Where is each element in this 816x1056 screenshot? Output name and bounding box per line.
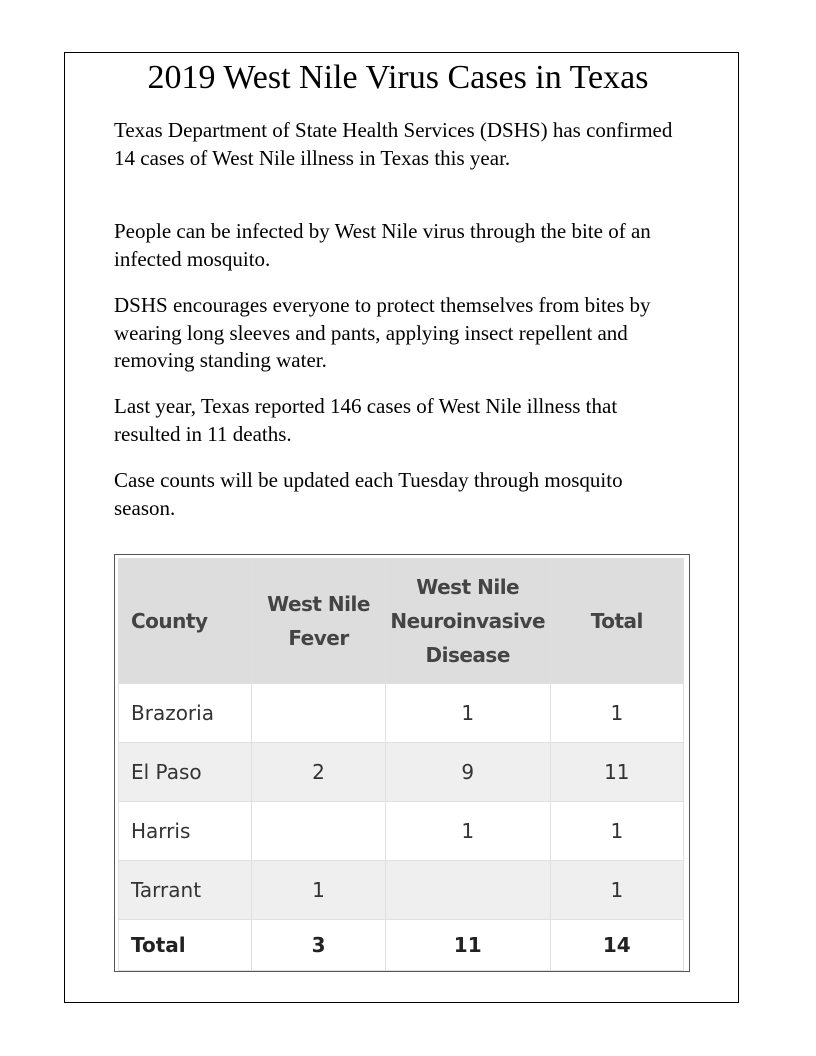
- cell-fever: [252, 684, 386, 743]
- page-title: 2019 West Nile Virus Cases in Texas: [147, 59, 649, 96]
- cell-total-label: Total: [119, 920, 252, 971]
- paragraph-update-schedule: Case counts will be updated each Tuesday through mosquito season.: [114, 468, 623, 520]
- header-west-nile-fever: West Nile Fever: [252, 559, 386, 684]
- header-west-nile-neuroinvasive: West Nile Neuroinvasive Disease: [385, 559, 550, 684]
- cell-total: 1: [550, 861, 683, 920]
- cell-county: Tarrant: [119, 861, 252, 920]
- cases-table: [118, 558, 684, 971]
- cell-county: Brazoria: [119, 684, 252, 743]
- cell-total: 1: [550, 684, 683, 743]
- cell-total-neuroinvasive: 11: [385, 920, 550, 971]
- cell-county: Harris: [119, 802, 252, 861]
- table-total-row: [119, 920, 684, 971]
- paragraph-infection-source: People can be infected by West Nile virus through the bite of an infected mosquito.: [114, 219, 651, 271]
- table-row: [119, 743, 684, 802]
- cell-neuroinvasive: 1: [385, 684, 550, 743]
- cell-total: 11: [550, 743, 683, 802]
- cases-table-container: [114, 554, 690, 972]
- table-row: [119, 861, 684, 920]
- cell-grand-total: 14: [550, 920, 683, 971]
- cell-neuroinvasive: [385, 861, 550, 920]
- cell-neuroinvasive: 1: [385, 802, 550, 861]
- table-header-row: [119, 559, 684, 684]
- cell-total-fever: 3: [252, 920, 386, 971]
- table-row: [119, 802, 684, 861]
- cell-fever: 1: [252, 861, 386, 920]
- cell-fever: [252, 802, 386, 861]
- header-county: County: [119, 559, 252, 684]
- cell-neuroinvasive: 9: [385, 743, 550, 802]
- paragraph-protection-advice: DSHS encourages everyone to protect themselves from bites by wearing long sleeves and pants, applying insect repellent and removing standing water.: [114, 293, 651, 372]
- paragraph-last-year: Last year, Texas reported 146 cases of West Nile illness that resulted in 11 deaths.: [114, 394, 618, 446]
- cell-fever: 2: [252, 743, 386, 802]
- cell-total: 1: [550, 802, 683, 861]
- cell-county: El Paso: [119, 743, 252, 802]
- paragraph-cases-confirmed: Texas Department of State Health Services (DSHS) has confirmed 14 cases of West Nile illness in Texas this year.: [114, 118, 673, 170]
- header-total: Total: [550, 559, 683, 684]
- table-row: [119, 684, 684, 743]
